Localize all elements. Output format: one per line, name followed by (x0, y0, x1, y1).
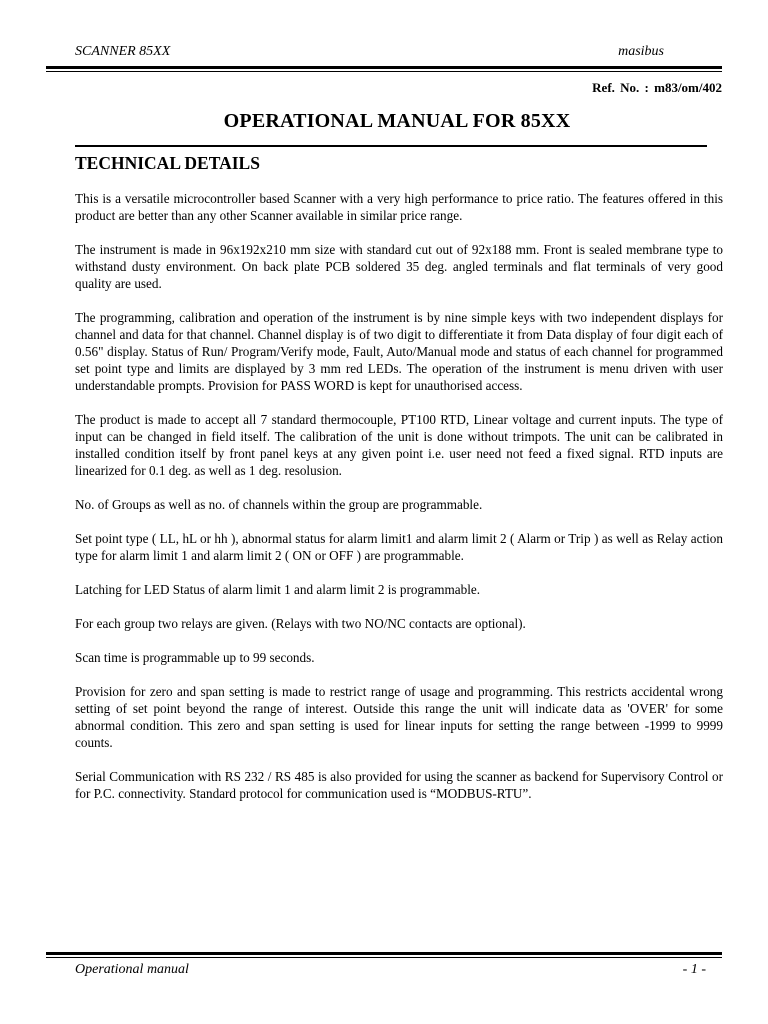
paragraph-inputs: The product is made to accept all 7 standard thermocouple, PT100 RTD, Linear voltage and current inputs. The type of input can be changed in field itself. The calibration of the unit is done without trimpots. The unit can be calibrated in installed condition itself by front panel keys at any given point i.e. user need not feed a fixed signal. RTD inputs are linearized for 0.1 deg. as well as 1 deg. resolusion. (75, 412, 723, 478)
page-title: OPERATIONAL MANUAL FOR 85XX (223, 110, 571, 132)
paragraph-relays: For each group two relays are given. (Relays with two NO/NC contacts are optional). (75, 616, 526, 631)
reference-number: Ref. No. : m83/om/402 (592, 80, 722, 95)
header-document-name: SCANNER 85XX (75, 44, 171, 59)
header-rule (46, 66, 722, 72)
paragraph-zero-span: Provision for zero and span setting is made to restrict range of usage and programming. This restricts accidental wrong setting of set point beyond the range of interest. Outside this range the unit will indicate data as 'OVER' for some abnormal condition. This zero and span setting is used for linear inputs for setting the range between -1999 to 9999 counts. (75, 684, 723, 750)
footer-document-label: Operational manual (75, 962, 189, 977)
paragraph-groups: No. of Groups as well as no. of channels within the group are programmable. (75, 497, 483, 512)
paragraph-overview: This is a versatile microcontroller based Scanner with a very high performance to price ratio. The features offered in this product are better than any other Scanner available in similar price range. (75, 191, 723, 223)
paragraph-set-point: Set point type ( LL, hL or hh ), abnormal status for alarm limit1 and alarm limit 2 ( Alarm or Trip ) as well as Relay action type for alarm limit 1 and alarm limit 2 ( ON or OFF ) are programmable. (75, 531, 723, 563)
paragraph-dimensions: The instrument is made in 96x192x210 mm size with standard cut out of 92x188 mm. Front is sealed membrane type to withstand dusty environment. On back plate PCB soldered 35 deg. angled terminals and flat terminals of very good quality are used. (75, 242, 723, 291)
paragraph-programming: The programming, calibration and operation of the instrument is by nine simple keys with two independent displays for channel and data for that channel. Channel display is of two digit to differentiate it from Data display of four digit each of 0.56" display. Status of Run/ Program/Verify mode, Fault, Auto/Manual mode and status of each channel for programmed set point type and limits are displayed by 3 mm red LEDs. The operation of the instrument is menu driven with user understandable prompts. Provision for PASS WORD is kept for unauthorised access. (75, 310, 723, 393)
paragraph-scan-time: Scan time is programmable up to 99 seconds. (75, 650, 315, 665)
header-company-name: masibus (618, 44, 664, 59)
section-heading: TECHNICAL DETAILS (75, 153, 260, 173)
paragraph-latching: Latching for LED Status of alarm limit 1 and alarm limit 2 is programmable. (75, 582, 481, 597)
paragraph-serial-communication: Serial Communication with RS 232 / RS 485 is also provided for using the scanner as backend for Supervisory Control or for P.C. connectivity. Standard protocol for communication used is “MODBUS-RTU”. (75, 769, 723, 801)
body-content (75, 190, 723, 819)
page-number: - 1 - (682, 962, 706, 977)
title-underline (75, 145, 707, 147)
footer-rule (46, 952, 722, 958)
